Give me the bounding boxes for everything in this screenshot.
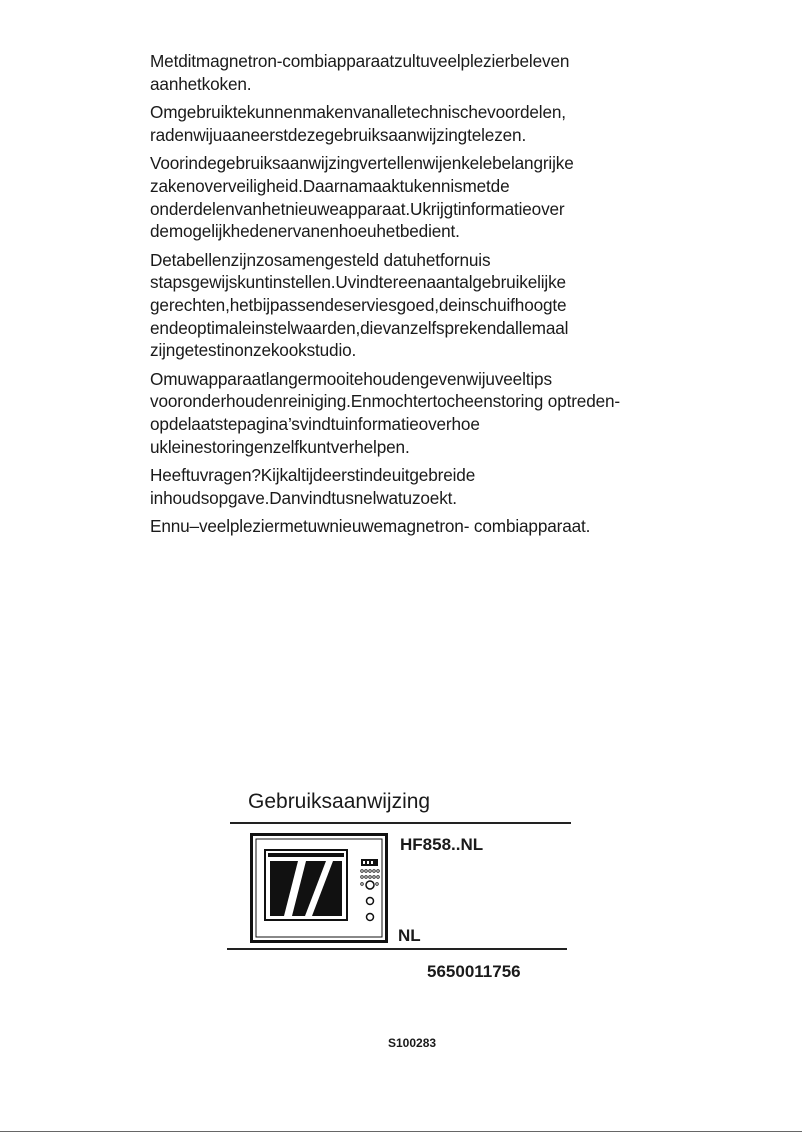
manual-title: Gebruiksaanwijzing — [248, 790, 431, 813]
intro-paragraph-3: Voorindegebruiksaanwijzingvertellenwijenkelebelangrijke zakenoverveiligheid.Daarnamaaktukennismetde onderdelenvanhetnieuweapparaat.Ukrijgtinformatieover demogelijkhedenervanenhoeuhetbedient. — [150, 153, 574, 242]
intro-paragraph-7: Ennu–veelpleziermetuwnieuwemagnetron- combiapparaat. — [150, 516, 591, 537]
title-divider — [230, 822, 571, 824]
model-number: HF858..NL — [400, 835, 484, 854]
intro-paragraph-4: Detabellenzijnzosamengesteld datuhetfornuis stapsgewijskuntinstellen.Uvindtereenaantalgebruikelijke gerechten,hetbijpassendeserviesgoed,deinschuifhoogte endeoptimaleinstelwaarden,dievanzelfsprekendallemaal zijngetestinonzekookstudio. — [150, 249, 569, 361]
intro-paragraph-6: Heeftuvragen?Kijkaltijdeerstindeuitgebreide inhoudsopgave.Danvindtusnelwatuzoekt. — [150, 465, 476, 508]
page-edge-rule — [0, 1131, 802, 1132]
intro-paragraph-1: Metditmagnetron-combiapparaatzultuveelplezierbeleven aanhetkoken. — [150, 51, 570, 94]
bottom-divider — [227, 948, 567, 950]
intro-text — [150, 50, 620, 544]
oven-icon — [250, 833, 388, 943]
language-code: NL — [398, 926, 421, 945]
document-code: S100283 — [388, 1036, 437, 1050]
intro-paragraph-5: Omuwapparaatlangermooitehoudengevenwijuveeltips vooronderhoudenreiniging.Enmochtertocheenstoring optreden-opdelaatstepagina’svindtuinformatieoverhoe ukleinestoringenzelfkuntverhelpen. — [150, 368, 621, 457]
intro-paragraph-2: Omgebruiktekunnenmakenvanalletechnischevoordelen, radenwijuaaneerstdezegebruiksaanwijzingtelezen. — [150, 102, 566, 145]
part-number: 5650011756 — [427, 962, 521, 981]
